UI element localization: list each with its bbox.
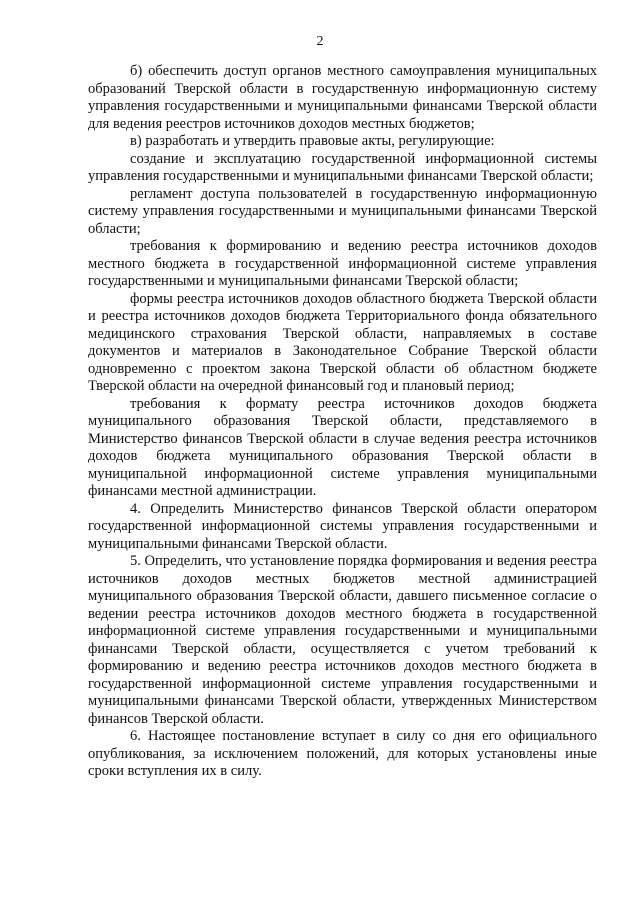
paragraph-6-entry-into-force: 6. Настоящее постановление вступает в силу со дня его официального опубликования, за исключением положений, для которых установлены иные сроки вступления их в силу. [88,728,597,779]
paragraph-v-legal-acts: в) разработать и утвердить правовые акты, регулирующие: [130,133,495,149]
paragraph-local-budget-registry-requirements: требования к формированию и ведению реестра источников доходов местного бюджета в государственной информационной системе управления государственными и муниципальными финансами Тверской области; [88,238,597,289]
document-body [88,63,597,781]
paragraph-b-access: б) обеспечить доступ органов местного самоуправления муниципальных образований Тверской области в государственную информационную систему управления государственными и муниципальными финансами Тверской области для ведения реестров источников доходов местных бюджетов; [88,63,597,132]
page-number: 2 [316,34,324,49]
paragraph-4-operator: 4. Определить Министерство финансов Тверской области оператором государственной информационной системы управления государственными и муниципальными финансами Тверской области. [88,500,597,552]
paragraph-registry-forms: формы реестра источников доходов областного бюджета Тверской области и реестра источников доходов бюджета Территориального фонда обязательного медицинского страхования Тверской области, направляемых в составе документов и материалов в Законодательное Собрание Тверской области одновременно с проектом закона Тверской области об областном бюджете Тверской области на очередной финансовый год и плановый период; [88,290,597,394]
paragraph-system-creation: создание и эксплуатацию государственной информационной системы управления государственными и муниципальными финансами Тверской области; [88,150,597,184]
paragraph-access-regulation: регламент доступа пользователей в государственную информационную систему управления государственными и муниципальными финансами Тверской области; [88,185,597,237]
paragraph-5-procedure: 5. Определить, что установление порядка формирования и ведения реестра источников доходов местных бюджетов местной администрацией муниципального образования Тверской области, давшего письменное согласие о ведении реестра источников доходов местного бюджета в государственной информационной системе управления государственными и муниципальными финансами Тверской области, осуществляется с учетом требований к формированию и ведению реестра источников доходов местного бюджета в государственной информационной системе управления государственными и муниципальными финансами Тверской области, утвержденных Министерством финансов Тверской области. [88,553,597,727]
paragraph-registry-format-requirements: требования к формату реестра источников доходов бюджета муниципального образования Тверской области, представляемого в Министерство финансов Тверской области в случае ведения реестра источников доходов бюджета муниципального образования Тверской области в муниципальной информационной системе управления муниципальными финансами местной администрации. [88,395,597,499]
